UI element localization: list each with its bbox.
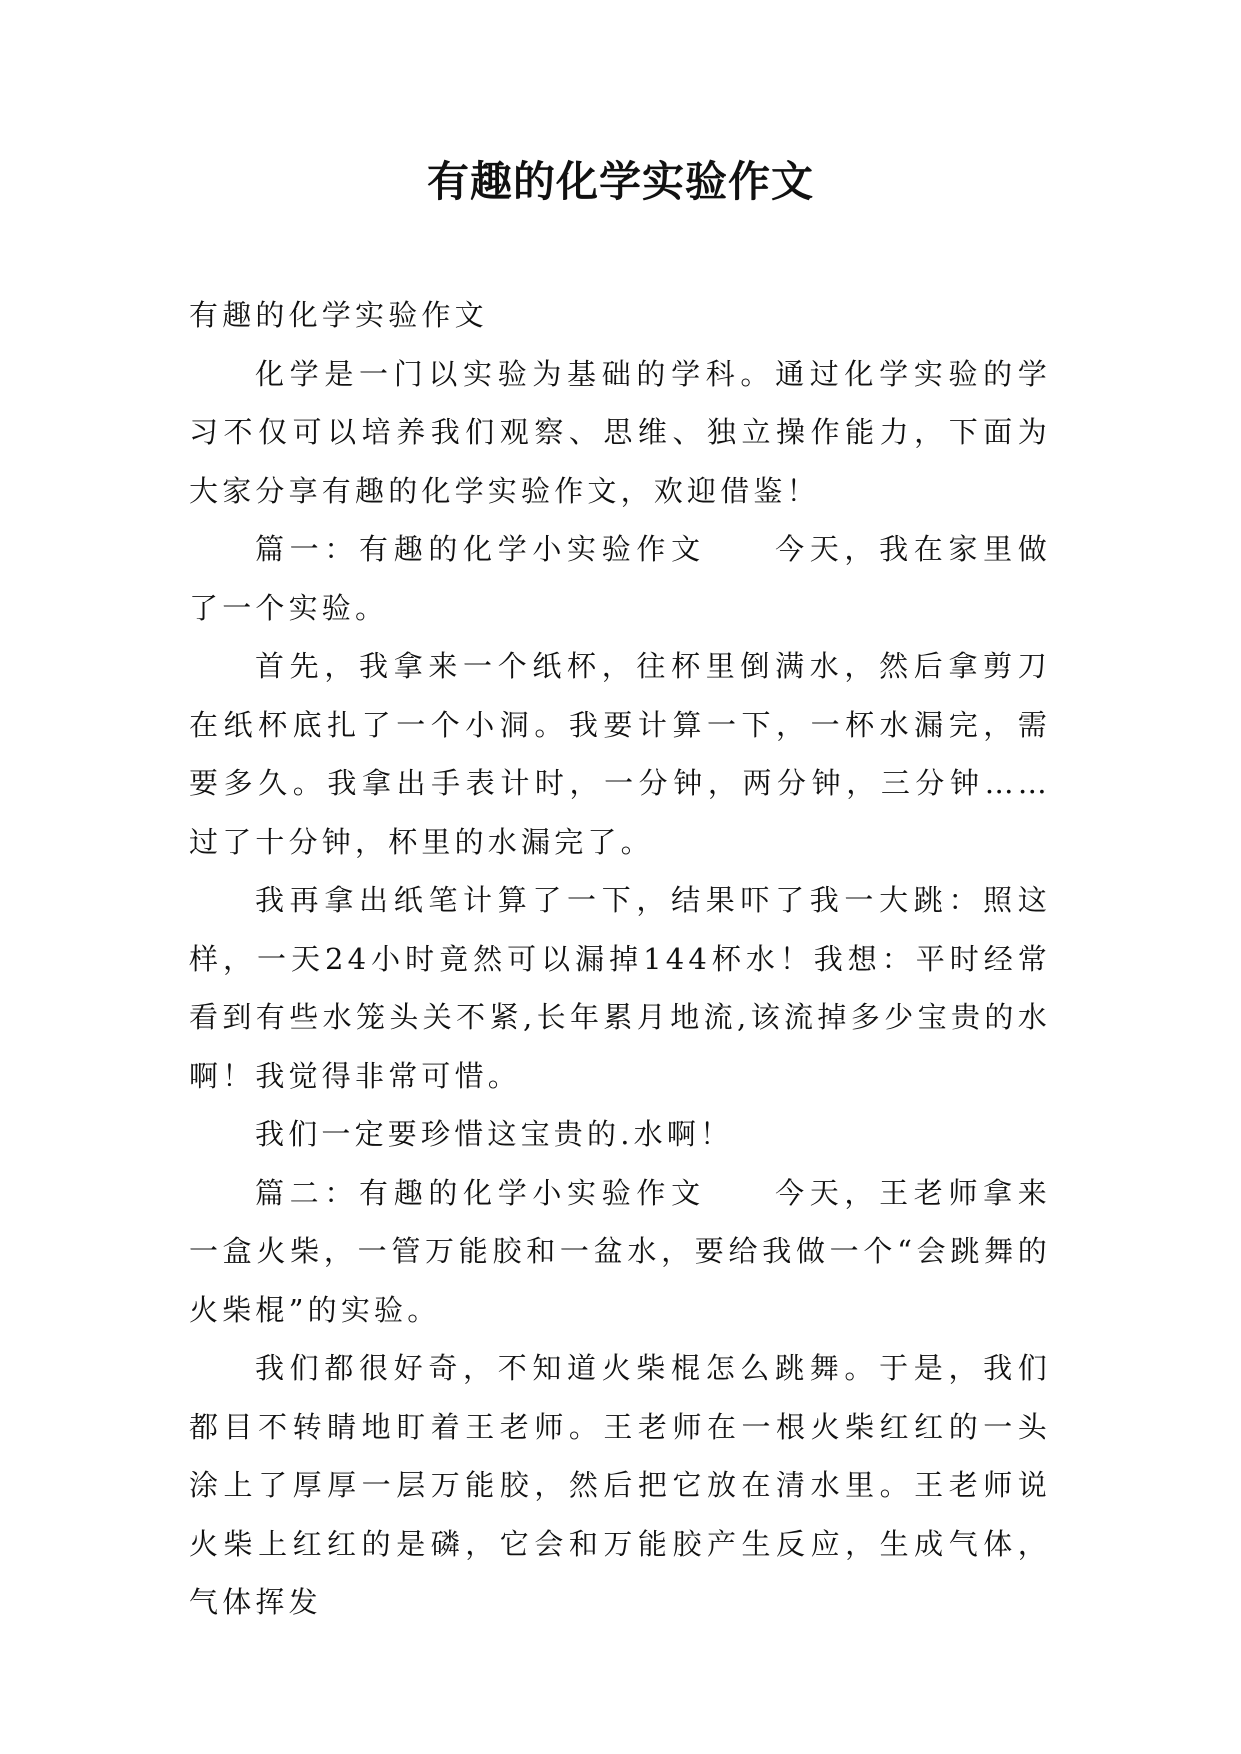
essay-two-paragraph: 我们都很好奇，不知道火柴棍怎么跳舞。于是，我们都目不转睛地盯着王老师。王老师在一根火柴红红的一头涂上了厚厚一层万能胶，然后把它放在清水里。王老师说火柴上红红的是磷，它会和万能胶产生反应，生成气体，气体挥发	[189, 1351, 1051, 1619]
essay-one-heading-paragraph: 篇一：有趣的化学小实验作文 今天，我在家里做了一个实验。	[189, 532, 1051, 625]
intro-paragraph: 化学是一门以实验为基础的学科。通过化学实验的学习不仅可以培养我们观察、思维、独立操作能力，下面为大家分享有趣的化学实验作文，欢迎借鉴！	[189, 356, 1051, 508]
essay-one-paragraph: 我再拿出纸笔计算了一下，结果吓了我一大跳：照这样，一天24小时竟然可以漏掉144杯水！我想：平时经常看到有些水笼头关不紧,长年累月地流,该流掉多少宝贵的水啊！我觉得非常可惜。	[189, 883, 1051, 1093]
document-title: 有趣的化学实验作文	[426, 157, 814, 206]
essay-one-paragraph: 首先，我拿来一个纸杯，往杯里倒满水，然后拿剪刀在纸杯底扎了一个小洞。我要计算一下，一杯水漏完，需要多久。我拿出手表计时，一分钟，两分钟，三分钟……过了十分钟，杯里的水漏完了。	[189, 649, 1051, 859]
essay-two-heading-paragraph: 篇二：有趣的化学小实验作文 今天，王老师拿来一盒火柴，一管万能胶和一盆水，要给我做一个“会跳舞的火柴棍”的实验。	[189, 1175, 1051, 1327]
subtitle-line: 有趣的化学实验作文	[189, 298, 488, 332]
document-body	[189, 286, 1051, 1632]
essay-one-paragraph: 我们一定要珍惜这宝贵的.水啊！	[255, 1117, 734, 1151]
